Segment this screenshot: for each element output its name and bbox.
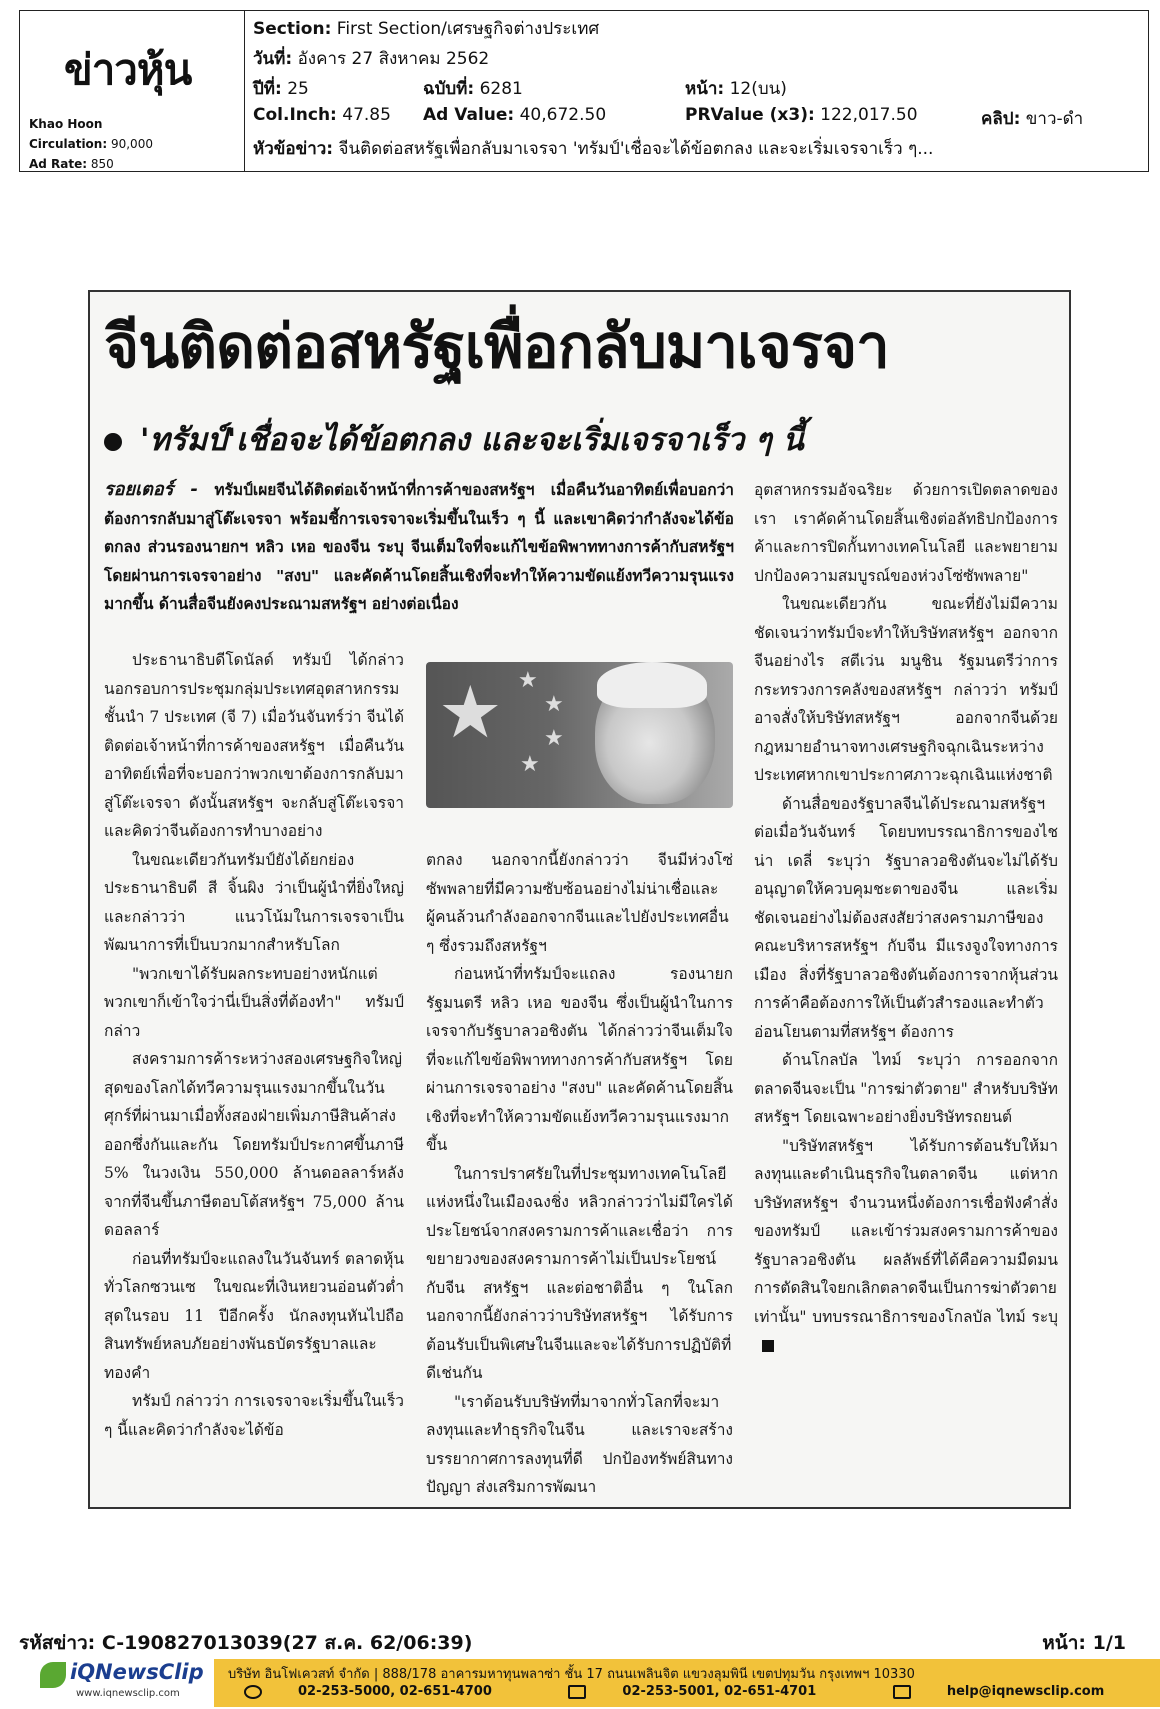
- paragraph: ในการปราศรัยในที่ประชุมทางเทคโนโลยีแห่งหนึ่งในเมืองฉงชิ่ง หลิวกล่าวว่าไม่มีใครได้ประโยชน์จากสงครามการค้าและเชื่อว่า การขยายวงของสงครามการค้าไม่เป็นประโยชน์กับจีน สหรัฐฯ และต่อชาติอื่น ๆ ในโลก นอกจากนี้ยังกล่าวว่าบริษัทสหรัฐฯ ได้รับการต้อนรับเป็นพิเศษในจีนและจะได้รับการปฏิบัติที่ดีเช่นกัน: [426, 1164, 733, 1382]
- byline: รอยเตอร์ -: [104, 479, 198, 500]
- column-1: [104, 646, 404, 1496]
- company-address: บริษัท อินโฟเควสท์ จำกัด | 888/178 อาคารมหาทุนพลาซ่า ชั้น 17 ถนนเพลินจิต แขวงลุมพินี เขตปทุมวัน กรุงเทพฯ 10330: [228, 1667, 915, 1682]
- publication-details: Khao Hoon Circulation: 90,000 Ad Rate: 850: [29, 117, 153, 171]
- trump-china-flag-photo: [426, 662, 733, 808]
- star-icon: ★: [518, 668, 538, 693]
- end-mark-icon: [762, 1340, 774, 1352]
- paragraph: ตกลง นอกจากนี้ยังกล่าวว่า จีนมีห่วงโซ่ซัพพลายที่มีความซับซ้อนอย่างไม่น่าเชื่อและผู้คนล้วนกำลังออกจากจีนและไปยังประเทศอื่น ๆ ซึ่งรวมถึงสหรัฐฯ: [426, 851, 733, 955]
- clip-code: รหัสข่าว: C-190827013039(27 ส.ค. 62/06:39): [19, 1632, 473, 1654]
- newspaper-clipping: [88, 290, 1071, 1509]
- paragraph: "เราต้อนรับบริษัทที่มาจากทั่วโลกที่จะมาลงทุนและทำธุรกิจในจีน และเราจะสร้างบรรยากาศการลงทุนที่ดี ปกป้องทรัพย์สินทางปัญญา ส่งเสริมการพัฒนา: [426, 1392, 733, 1496]
- phone-numbers: 02-253-5000, 02-651-4700: [298, 1684, 492, 1699]
- date-row: วันที่: อังคาร 27 สิงหาคม 2562: [253, 49, 490, 69]
- clip-info-header: [19, 10, 1149, 172]
- publication-panel: [20, 11, 245, 171]
- article-lede: [104, 476, 734, 619]
- lede-text: ทรัมป์เผยจีนได้ติดต่อเจ้าหน้าที่การค้าของสหรัฐฯ เมื่อคืนวันอาทิตย์เพื่อบอกว่าต้องการกลับมาสู่โต๊ะเจรจา พร้อมชี้การเจรจาจะเริ่มขึ้นในเร็ว ๆ นี้ และเขาคิดว่ากำลังจะได้ข้อตกลง ส่วนรองนายกฯ หลิว เหอ ของจีน ระบุ จีนเต็มใจที่จะแก้ไขข้อพิพาททางการค้ากับสหรัฐฯ โดยผ่านการเจรจาอย่าง "สงบ" และคัดค้านโดยสิ้นเชิงที่จะทำให้ความขัดแย้งทวีความรุนแรงมากขึ้น ด้านสื่อจีนยังคงประณามสหรัฐฯ อย่างต่อเนื่อง: [104, 481, 734, 613]
- paragraph: ในขณะเดียวกัน ขณะที่ยังไม่มีความชัดเจนว่าทรัมป์จะทำให้บริษัทสหรัฐฯ ออกจากจีนอย่างไร สตีเว่น มนูชิน รัฐมนตรีว่าการกระทรวงการคลังของสหรัฐฯ กล่าวว่า ทรัมป์อาจสั่งให้บริษัทสหรัฐฯ ออกจากจีนด้วยกฎหมายอำนาจทางเศรษฐกิจฉุกเฉินระหว่างประเทศหากเขาประกาศภาวะฉุกเฉินแห่งชาติ: [754, 595, 1058, 784]
- email-icon: [893, 1685, 911, 1699]
- column-2: [426, 846, 733, 1496]
- star-icon: ★: [520, 752, 540, 777]
- paragraph: "บริษัทสหรัฐฯ ได้รับการต้อนรับให้มาลงทุนและดำเนินธุรกิจในตลาดจีน แต่หากบริษัทสหรัฐฯ จำนวนหนึ่งต้องการเชื่อฟังคำสั่งของทรัมป์ และเข้าร่วมสงครามการค้าของรัฐบาลวอชิงตัน ผลลัพธ์ที่ได้คือความมืดมน การตัดสินใจยกเลิกตลาดจีนเป็นการฆ่าตัวตายเท่านั้น" บทบรรณาธิการของโกลบัล ไทม์ ระบุ: [754, 1132, 1058, 1360]
- article-subhead: 'ทรัมป์'เชื่อจะได้ข้อตกลง และจะเริ่มเจรจาเร็ว ๆ นี้: [104, 414, 804, 464]
- paragraph: ก่อนหน้าที่ทรัมป์จะแถลง รองนายกรัฐมนตรี หลิว เหอ ของจีน ซึ่งเป็นผู้นำในการเจรจากับรัฐบาลวอชิงตัน ได้กล่าวว่าจีนเต็มใจที่จะแก้ไขข้อพิพาททางการค้ากับสหรัฐฯ โดยผ่านการเจรจาอย่าง "สงบ" และคัดค้านโดยสิ้นเชิงที่จะทำให้ความขัดแย้งทวีความรุนแรงมากขึ้น: [426, 965, 733, 1154]
- paragraph: สงครามการค้าระหว่างสองเศรษฐกิจใหญ่สุดของโลกได้ทวีความรุนแรงมากขึ้นในวันศุกร์ที่ผ่านมาเมื่อทั้งสองฝ่ายเพิ่มภาษีสินค้าส่งออกซึ่งกันและกัน โดยทรัมป์ประกาศขึ้นภาษี 5% ในวงเงิน 550,000 ล้านดอลลาร์หลังจากที่จีนขึ้นภาษีตอบโต้สหรัฐฯ 75,000 ล้านดอลลาร์: [104, 1050, 404, 1239]
- portrait-hair: [597, 662, 707, 708]
- star-icon: ★: [544, 726, 564, 751]
- ad-rate-value: 850: [90, 157, 114, 171]
- circulation-value: 90,000: [110, 137, 153, 151]
- paragraph: "พวกเขาได้รับผลกระทบอย่างหนักแต่พวกเขาก็เข้าใจว่านี่เป็นสิ่งที่ต้องทำ" ทรัมป์ กล่าว: [104, 964, 404, 1040]
- paragraph: อุตสาหกรรมอัจฉริยะ ด้วยการเปิดตลาดของเรา เราคัดค้านโดยสิ้นเชิงต่อลัทธิปกป้องการค้าและการปิดกั้นทางเทคโนโลยี และพยายามปกป้องความสมบูรณ์ของห่วงโซ่ซัพพลาย": [754, 481, 1058, 585]
- fax-numbers: 02-253-5001, 02-651-4701: [622, 1684, 817, 1699]
- paragraph: ด้านโกลบัล ไทม์ ระบุว่า การออกจากตลาดจีนจะเป็น "การฆ่าตัวตาย" สำหรับบริษัทสหรัฐฯ โดยเฉพาะอย่างยิ่งบริษัทรถยนต์: [754, 1051, 1058, 1126]
- headline-row: หัวข้อข่าว: จีนติดต่อสหรัฐเพื่อกลับมาเจรจา 'ทรัมป์'เชื่อจะได้ข้อตกลง และจะเริ่มเจรจาเร็ว ๆ...: [253, 139, 934, 159]
- leaf-icon: [40, 1662, 66, 1688]
- article-headline: จีนติดต่อสหรัฐเพื่อกลับมาเจรจา: [104, 312, 889, 382]
- contact-row: [244, 1684, 1160, 1699]
- footer-bar: [0, 1655, 1160, 1709]
- page-count: หน้า: 1/1: [1042, 1632, 1126, 1654]
- publication-logo: ข่าวหุ้น: [64, 45, 192, 94]
- publication-name: Khao Hoon: [29, 117, 103, 131]
- star-icon: ★: [438, 670, 503, 754]
- column-3: [754, 476, 1058, 1496]
- paragraph: ด้านสื่อของรัฐบาลจีนได้ประณามสหรัฐฯ ต่อเมื่อวันจันทร์ โดยบทบรรณาธิการของไชน่า เดลี่ ระบุว่า รัฐบาลวอชิงตันจะไม่ได้รับอนุญาตให้ควบคุมชะตาของจีน และเริ่มชัดเจนอย่างไม่ต้องสงสัยว่าสงครามภาษีของคณะบริหารสหรัฐฯ กับจีน มีแรงจูงใจทางการเมือง สิ่งที่รัฐบาลวอชิงตันต้องการจากหุ้นส่วนการค้าคือต้องการให้เป็นตัวสำรองและทำตัวอ่อนโยนตามที่สหรัฐฯ ต้องการ: [754, 794, 1058, 1041]
- company-info: [214, 1659, 1160, 1707]
- phone-icon: [244, 1685, 262, 1699]
- iqnewsclip-logo: iQNewsClip www.iqnewsclip.com: [40, 1660, 210, 1706]
- email-address[interactable]: help@iqnewsclip.com: [946, 1684, 1105, 1699]
- brand-url[interactable]: www.iqnewsclip.com: [76, 1687, 180, 1699]
- paragraph: ก่อนที่ทรัมป์จะแถลงในวันจันทร์ ตลาดหุ้นทั่วโลกซวนเซ ในขณะที่เงินหยวนอ่อนตัวต่ำสุดในรอบ 11 ปีอีกครั้ง นักลงทุนหันไปถือสินทรัพย์หลบภัยอย่างพันธบัตรรัฐบาลและทองคำ: [104, 1249, 404, 1382]
- paragraph: ทรัมป์ กล่าวว่า การเจรจาจะเริ่มขึ้นในเร็ว ๆ นี้และคิดว่ากำลังจะได้ข้อ: [104, 1392, 404, 1439]
- section-row: Section: First Section/เศรษฐกิจต่างประเทศ: [253, 19, 600, 39]
- bullet-icon: [104, 433, 122, 451]
- clip-metadata: Section: First Section/เศรษฐกิจต่างประเทศ วันที่: อังคาร 27 สิงหาคม 2562 ปีที่: 25 ฉบับที่: 6281 หน้า: 12(บน) Col.Inch: 47.85 Ad Value: 40,672.50 PRValue (x3): 122,017.50 คลิป: ขาว-ดำ หัวข้อข่าว: จีนติดต่อสหรัฐเพื่อกลับมาเจรจา 'ทรัมป์'เชื่อจะได้ข้อตกลง และจะเริ่มเจรจาเร็ว ๆ...: [245, 11, 1148, 171]
- fax-icon: [568, 1685, 586, 1699]
- paragraph: ประธานาธิบดีโดนัลด์ ทรัมป์ ได้กล่าวนอกรอบการประชุมกลุ่มประเทศอุตสาหกรรมชั้นนำ 7 ประเทศ (จี 7) เมื่อวันจันทร์ว่า จีนได้ติดต่อเจ้าหน้าที่การค้าของสหรัฐฯ เมื่อคืนวันอาทิตย์เพื่อที่จะบอกว่าพวกเขาต้องการกลับมาสู่โต๊ะเจรจา ดังนั้นสหรัฐฯ จะกลับสู่โต๊ะเจรจา และคิดว่าจีนต้องการทำบางอย่าง: [104, 651, 405, 840]
- paragraph: ในขณะเดียวกันทรัมป์ยังได้ยกย่องประธานาธิบดี สี จิ้นผิง ว่าเป็นผู้นำที่ยิ่งใหญ่และกล่าวว่า แนวโน้มในการเจรจาเป็นพัฒนาการที่เป็นบวกมากสำหรับโลก: [104, 850, 404, 954]
- star-icon: ★: [544, 692, 564, 717]
